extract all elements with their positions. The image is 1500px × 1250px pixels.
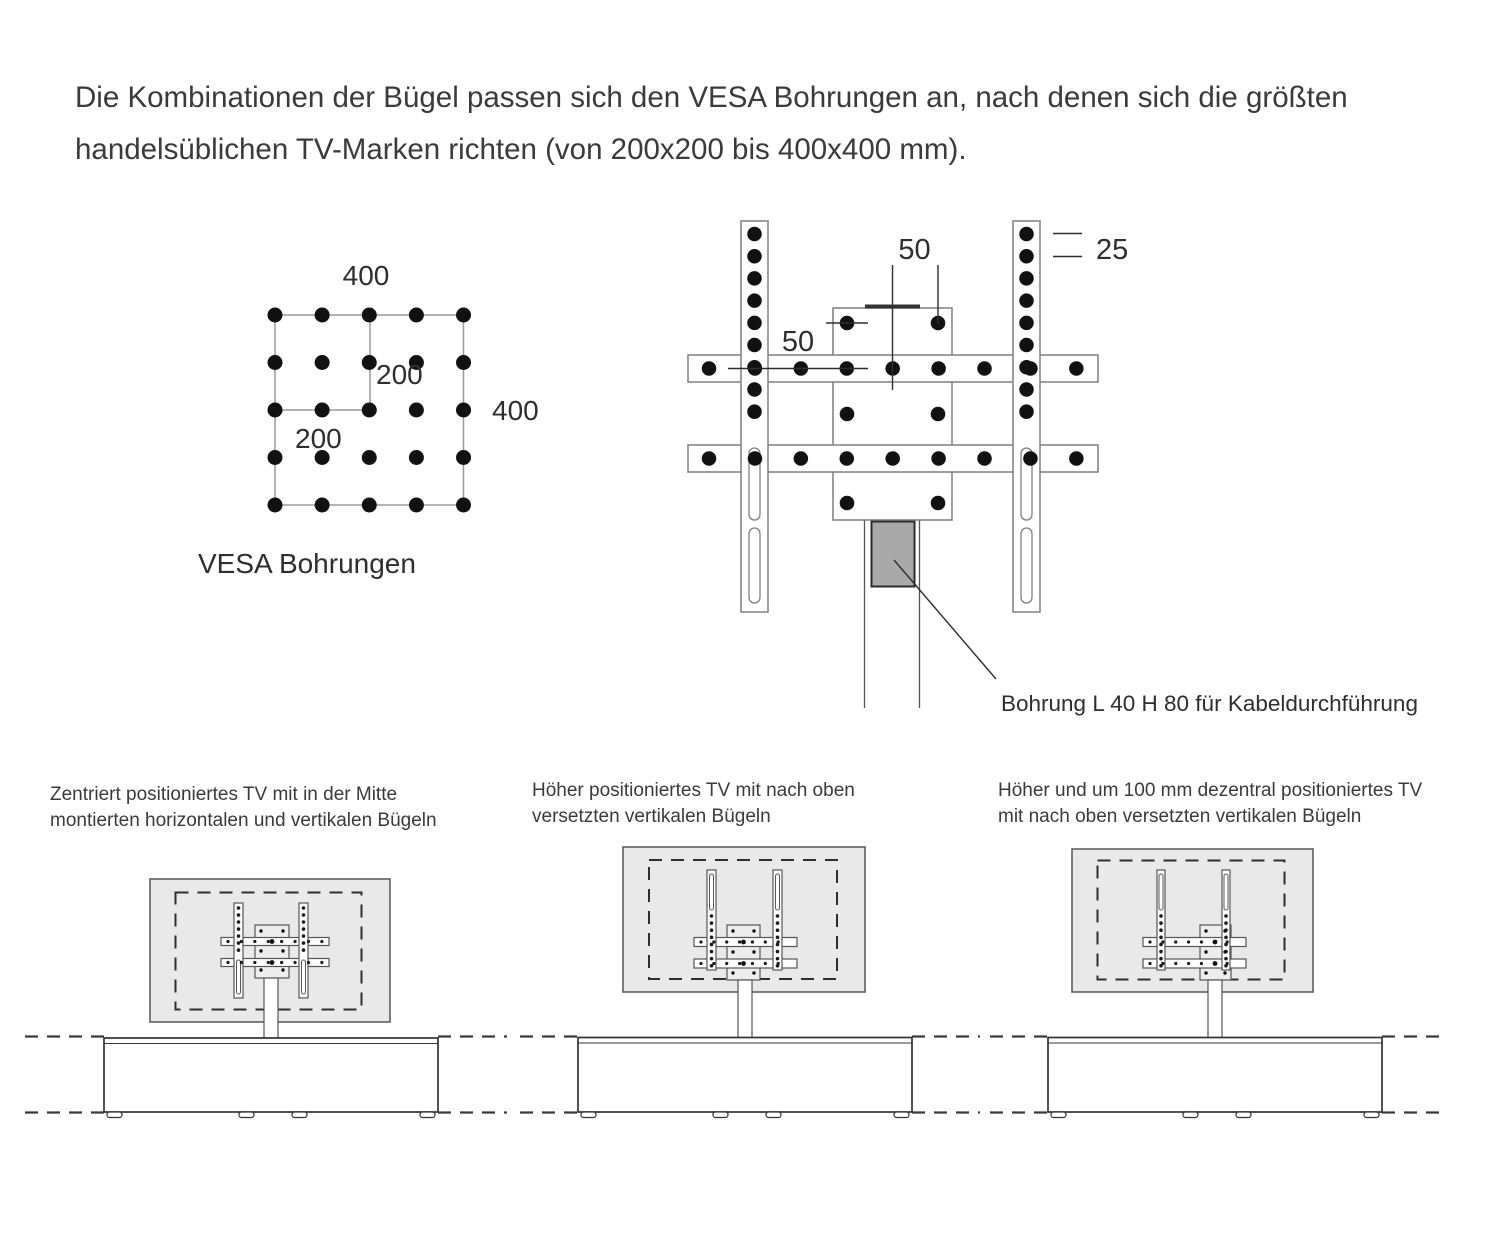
cabinet-foot	[1236, 1112, 1251, 1118]
cable-hole-leader-line	[894, 560, 996, 679]
tv-screen	[1072, 849, 1313, 992]
vesa-diagram	[198, 260, 539, 579]
stand-column	[1208, 980, 1222, 1038]
cabinet	[1048, 1038, 1382, 1118]
cabinet-foot	[766, 1112, 781, 1118]
vesa-caption: VESA Bohrungen	[198, 548, 416, 579]
stand-column	[264, 978, 278, 1038]
cabinet-foot	[894, 1112, 909, 1118]
intro-line-1: Die Kombinationen der Bügel passen sich den VESA Bohrungen an, nach denen sich die größten	[75, 81, 1348, 114]
dim-50-top-label: 50	[898, 234, 931, 266]
cabinet-foot	[1183, 1112, 1198, 1118]
caption-line: Zentriert positioniertes TV mit in der Mitte	[50, 784, 398, 805]
cabinet	[578, 1038, 912, 1118]
illustration-offset-tv	[990, 849, 1448, 1118]
bracket-diagram	[688, 221, 1418, 716]
rail-left-slot-lower	[749, 528, 760, 603]
cabinet-foot	[1051, 1112, 1066, 1118]
caption-offset-tv	[998, 778, 1422, 830]
illustration-raised-tv	[520, 847, 980, 1118]
cable-hole-label: Bohrung L 40 H 80 für Kabeldurchführung	[1001, 691, 1418, 716]
caption-line: mit nach oben versetzten vertikalen Bügeln	[998, 806, 1362, 827]
stand-column	[738, 980, 752, 1038]
vesa-dim-lower-label: 200	[295, 423, 342, 454]
caption-line: Höher positioniertes TV mit nach oben	[532, 780, 855, 801]
cabinet-foot	[107, 1112, 122, 1118]
illustration-centered-tv	[25, 879, 507, 1118]
cabinet	[104, 1038, 438, 1118]
caption-line: versetzten vertikalen Bügeln	[532, 806, 771, 827]
cabinet-foot	[239, 1112, 254, 1118]
cabinet-foot	[713, 1112, 728, 1118]
rail-right-slot-lower	[1021, 528, 1032, 603]
cabinet-foot	[292, 1112, 307, 1118]
caption-line: Höher und um 100 mm dezentral positioniertes TV	[998, 780, 1423, 801]
dim-50-left-label: 50	[781, 326, 815, 358]
vesa-dim-top-label: 400	[342, 260, 390, 291]
cabinet-foot	[1364, 1112, 1379, 1118]
cabinet-foot	[420, 1112, 435, 1118]
dim-25-label: 25	[1096, 234, 1129, 266]
vesa-dim-right-label: 400	[492, 395, 539, 426]
caption-centered-tv	[50, 782, 437, 834]
vesa-dim-center-label: 200	[376, 359, 423, 390]
caption-line: montierten horizontalen und vertikalen Bügeln	[50, 810, 437, 831]
caption-raised-tv	[532, 778, 855, 830]
intro-line-2: handelsüblichen TV-Marken richten (von 200x200 bis 400x400 mm).	[75, 133, 967, 166]
cabinet-foot	[581, 1112, 596, 1118]
